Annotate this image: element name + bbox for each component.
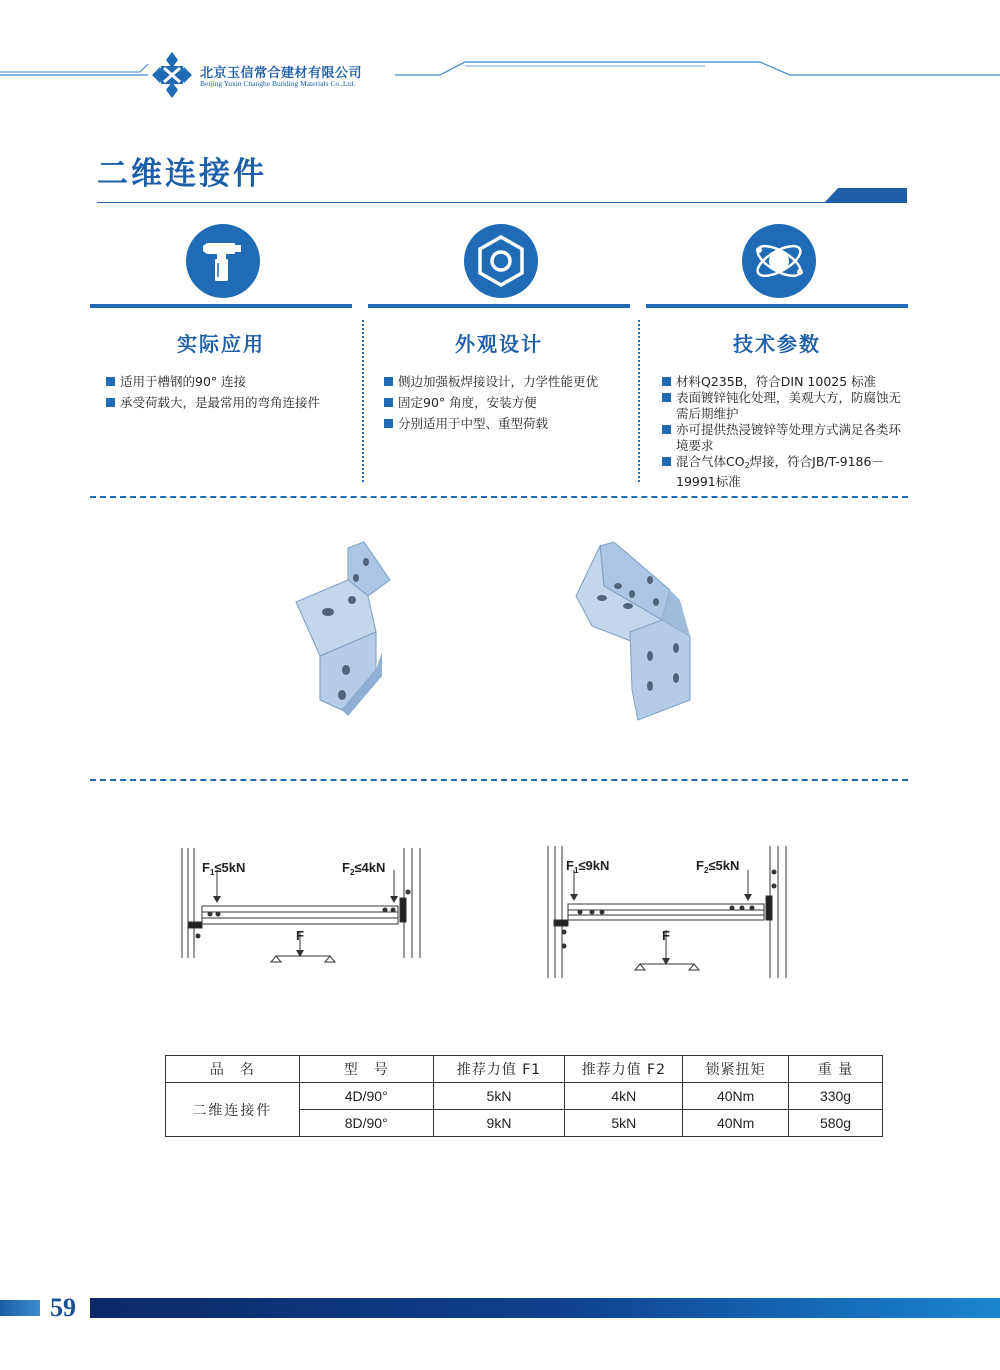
torque-cell: 40Nm (683, 1110, 789, 1137)
title-rule (97, 202, 907, 203)
title-tab-decoration (825, 188, 907, 202)
force-f-label: F (296, 928, 304, 943)
company-name-en: Beijing Yuxin Changhe Building Materials Co.,Ltd. (200, 79, 356, 88)
model-cell: 8D/90° (299, 1110, 433, 1137)
product-name-cell: 二维连接件 (166, 1083, 300, 1137)
force-f2-label: $F_2\le 5kN$ (696, 858, 740, 875)
footer-bar-left (0, 1300, 40, 1316)
column-bar (90, 304, 352, 308)
model-cell: 4D/90° (299, 1083, 433, 1110)
page-header (0, 0, 1000, 110)
column-bar (646, 304, 908, 308)
torque-cell: 40Nm (683, 1083, 789, 1110)
list-item: 固定90° 角度，安装方便 (384, 395, 626, 411)
f2-cell: 4kN (565, 1083, 683, 1110)
page-title: 二维连接件 (97, 156, 267, 192)
column-divider (638, 320, 640, 482)
list-item: 分别适用于中型、重型荷载 (384, 416, 626, 432)
list-item: 混合气体$CO_2$焊接，符合JB/T-9186－19991标准 (662, 454, 904, 490)
application-list (106, 374, 348, 416)
header-f1: 推荐力值 F1 (433, 1056, 565, 1083)
list-item: 材料Q235B，符合DIN 10025 标准 (662, 374, 904, 390)
table-row (166, 1083, 883, 1110)
list-item: 表面镀锌钝化处理，美观大方，防腐蚀无需后期维护 (662, 390, 904, 422)
force-f1-label: $F_1\le 9kN$ (566, 858, 610, 875)
header-weight: 重 量 (789, 1056, 883, 1083)
force-f2-label: $F_2\le 4kN$ (342, 860, 386, 877)
footer-bar-right (90, 1298, 1000, 1318)
spec-table (165, 1055, 883, 1137)
header-model: 型 号 (299, 1056, 433, 1083)
weight-cell: 330g (789, 1083, 883, 1110)
section-divider (90, 496, 908, 498)
company-name-cn: 北京玉信常合建材有限公司 (200, 66, 363, 81)
header-product-name: 品 名 (166, 1056, 300, 1083)
header-decoration-lines (0, 0, 1000, 110)
weight-cell: 580g (789, 1110, 883, 1137)
bracket-8d-image (570, 540, 710, 725)
column-title-application: 实际应用 (177, 332, 265, 356)
list-item: 侧边加强板焊接设计，力学性能更优 (384, 374, 626, 390)
header-torque: 锁紧扭矩 (683, 1056, 789, 1083)
f1-cell: 9kN (433, 1110, 565, 1137)
force-f1-label: $F_1\le 5kN$ (202, 860, 246, 877)
load-diagram-8d (546, 842, 796, 982)
column-bar (368, 304, 630, 308)
specs-list (662, 374, 904, 490)
force-f-label: F (662, 928, 670, 943)
f1-cell: 5kN (433, 1083, 565, 1110)
design-list (384, 374, 626, 437)
table-header-row (166, 1056, 883, 1083)
atom-icon (742, 224, 816, 298)
section-divider (90, 779, 908, 781)
column-title-design: 外观设计 (455, 332, 543, 356)
list-item: 亦可提供热浸镀锌等处理方式满足各类环境要求 (662, 422, 904, 454)
list-item: 承受荷载大，是最常用的弯角连接件 (106, 395, 348, 411)
page-number: 59 (50, 1293, 76, 1322)
list-item: 适用于槽钢的90° 连接 (106, 374, 348, 390)
f2-cell: 5kN (565, 1110, 683, 1137)
hammer-icon (186, 224, 260, 298)
bracket-4d-image (290, 540, 420, 720)
load-diagram-4d (180, 840, 430, 970)
column-title-specs: 技术参数 (733, 332, 821, 356)
header-f2: 推荐力值 F2 (565, 1056, 683, 1083)
hex-nut-icon (464, 224, 538, 298)
column-divider (362, 320, 364, 482)
company-logo (152, 52, 192, 98)
